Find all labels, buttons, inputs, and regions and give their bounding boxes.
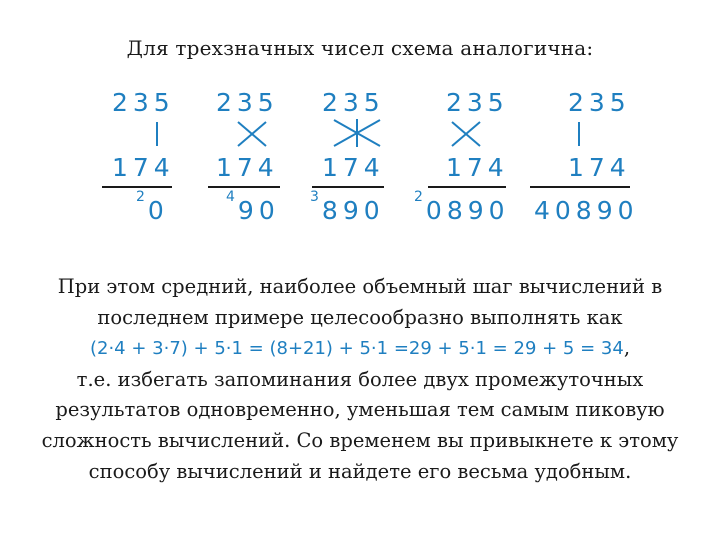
multiplier: 174 xyxy=(216,153,279,182)
scheme-step-2 xyxy=(214,0,304,240)
slide-title: Для трехзначных чисел схема аналогична: xyxy=(126,36,594,60)
scheme-step-5 xyxy=(534,0,656,240)
cross-with-vertical-mark xyxy=(330,116,384,150)
paragraph-line: сложность вычислений. Со временем вы привыкнете к этому xyxy=(41,428,679,452)
multiplier: 174 xyxy=(322,153,385,182)
result-digits: 890 xyxy=(321,196,385,225)
carry-digit: 3 xyxy=(310,188,319,205)
partial-result xyxy=(310,188,385,225)
result-digits: 40890 xyxy=(534,196,639,225)
formula-line xyxy=(20,333,700,365)
partial-result xyxy=(534,198,639,223)
multiplication-scheme xyxy=(0,0,720,240)
scheme-step-3 xyxy=(310,0,410,240)
multiplicand: 235 xyxy=(446,88,509,117)
scheme-step-4 xyxy=(414,0,534,240)
cross-mark xyxy=(448,118,484,150)
scheme-step-1 xyxy=(108,0,188,240)
explanation-paragraph xyxy=(20,272,700,487)
formula-suffix: , xyxy=(623,336,631,360)
carry-digit: 4 xyxy=(226,188,235,205)
result-rule xyxy=(530,186,630,188)
cross-mark xyxy=(234,118,270,150)
multiplicand: 235 xyxy=(216,88,279,117)
multiplicand: 235 xyxy=(322,88,385,117)
carry-digit: 2 xyxy=(414,188,423,205)
vertical-line-mark xyxy=(574,120,584,148)
formula: (2·4 + 3·7) + 5·1 = (8+21) + 5·1 =29 + 5·1 = 29 + 5 = 34 xyxy=(89,338,624,360)
multiplier: 174 xyxy=(568,153,631,182)
multiplicand: 235 xyxy=(112,88,175,117)
result-digits: 90 xyxy=(237,196,280,225)
result-rule xyxy=(208,186,280,188)
result-digits: 0890 xyxy=(425,196,510,225)
paragraph-line: т.е. избегать запоминания более двух промежуточных xyxy=(76,367,644,391)
result-rule xyxy=(312,186,384,188)
multiplier: 174 xyxy=(112,153,175,182)
multiplicand: 235 xyxy=(568,88,631,117)
paragraph-line: последнем примере целесообразно выполнять как xyxy=(97,305,623,329)
result-rule xyxy=(428,186,506,188)
partial-result xyxy=(136,188,169,225)
vertical-line-mark xyxy=(152,120,162,148)
result-digits: 0 xyxy=(147,196,169,225)
carry-digit: 2 xyxy=(136,188,145,205)
paragraph-line: результатов одновременно, уменьшая тем самым пиковую xyxy=(55,398,665,422)
partial-result xyxy=(414,188,510,225)
multiplier: 174 xyxy=(446,153,509,182)
partial-result xyxy=(226,188,280,225)
paragraph-line: способу вычислений и найдете его весьма удобным. xyxy=(88,459,632,483)
paragraph-line: При этом средний, наиболее объемный шаг вычислений в xyxy=(57,275,663,298)
result-rule xyxy=(102,186,172,188)
